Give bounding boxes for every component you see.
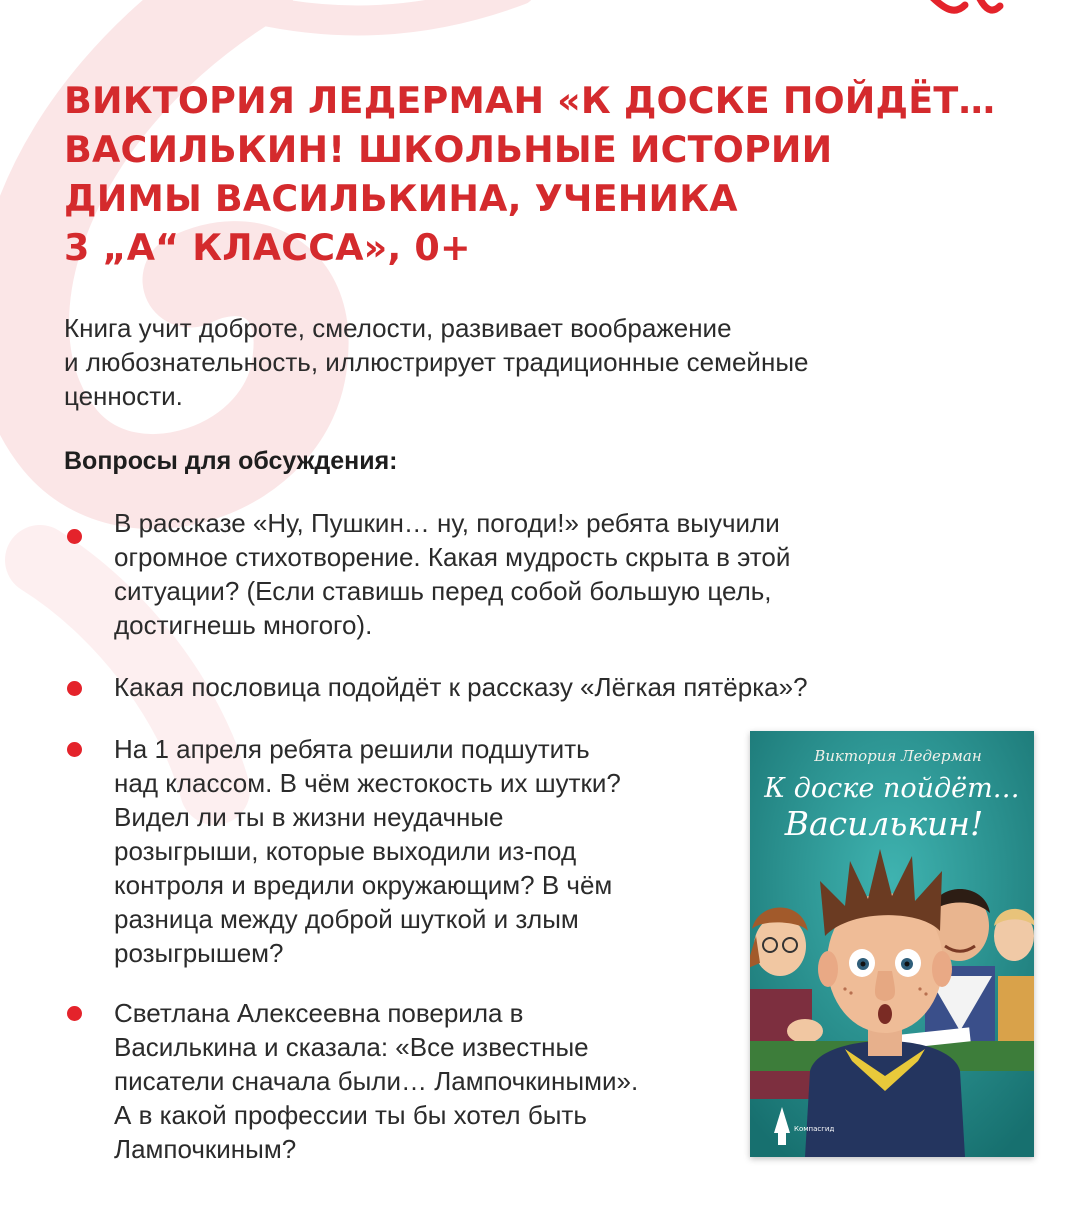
question-item [114,670,808,704]
question-line: Светлана Алексеевна поверила в [114,998,524,1028]
question-line: Видел ли ты в жизни неудачные [114,802,504,832]
question-line: Лампочкиным? [114,1134,297,1164]
book-cover [750,731,1034,1157]
title-line: 3 „А“ КЛАССА», 0+ [64,226,471,269]
question-line: А в какой профессии ты бы хотел быть [114,1100,587,1130]
book-cover-illustration [750,731,1034,1157]
question-line: над классом. В чём жестокость их шутки? [114,768,621,798]
title-line: ВАСИЛЬКИН! ШКОЛЬНЫЕ ИСТОРИИ [64,128,833,171]
cover-title-line: Василькин! [784,804,984,843]
bullet-dot-icon [67,1006,82,1021]
cover-title-line: К доске пойдёт… [764,773,1020,804]
description-line: Книга учит доброте, смелости, развивает воображение [64,313,732,343]
publisher-name: Компасгид [794,1125,835,1133]
book-title [64,76,1044,272]
description-line: ценности. [64,381,183,411]
title-line: ДИМЫ ВАСИЛЬКИНА, УЧЕНИКА [64,177,738,220]
question-line: розыгрыши, которые выходили из-под [114,836,577,866]
cover-author: Виктория Ледерман [814,747,982,765]
question-line: Какая пословица подойдёт к рассказу «Лёгкая пятёрка»? [114,672,808,702]
question-item [114,996,638,1166]
bullet-dot-icon [67,742,82,757]
girl-right-figure [994,909,1034,1046]
description-line: и любознательность, иллюстрирует традиционные семейные [64,347,809,377]
title-line: ВИКТОРИЯ ЛЕДЕРМАН «К ДОСКЕ ПОЙДЁТ… [64,79,996,122]
question-line: достигнешь многого). [114,610,373,640]
bullet-dot-icon [67,681,82,696]
question-item [114,506,790,642]
question-line: розыгрышем? [114,938,284,968]
question-line: контроля и вредили окружающим? В чём [114,870,613,900]
question-line: разница между доброй шуткой и злым [114,904,579,934]
question-line: писатели сначала были… Лампочкиными». [114,1066,639,1096]
question-line: Василькина и сказала: «Все известные [114,1032,589,1062]
book-description [64,311,1014,413]
questions-heading: Вопросы для обсуждения: [64,447,398,475]
question-line: В рассказе «Ну, Пушкин… ну, погоди!» ребята выучили [114,508,780,538]
question-line: ситуации? (Если ставишь перед собой большую цель, [114,576,772,606]
question-line: огромное стихотворение. Какая мудрость скрыта в этой [114,542,791,572]
bullet-dot-icon [67,529,82,544]
question-item [114,732,621,970]
question-line: На 1 апреля ребята решили подшутить [114,734,590,764]
